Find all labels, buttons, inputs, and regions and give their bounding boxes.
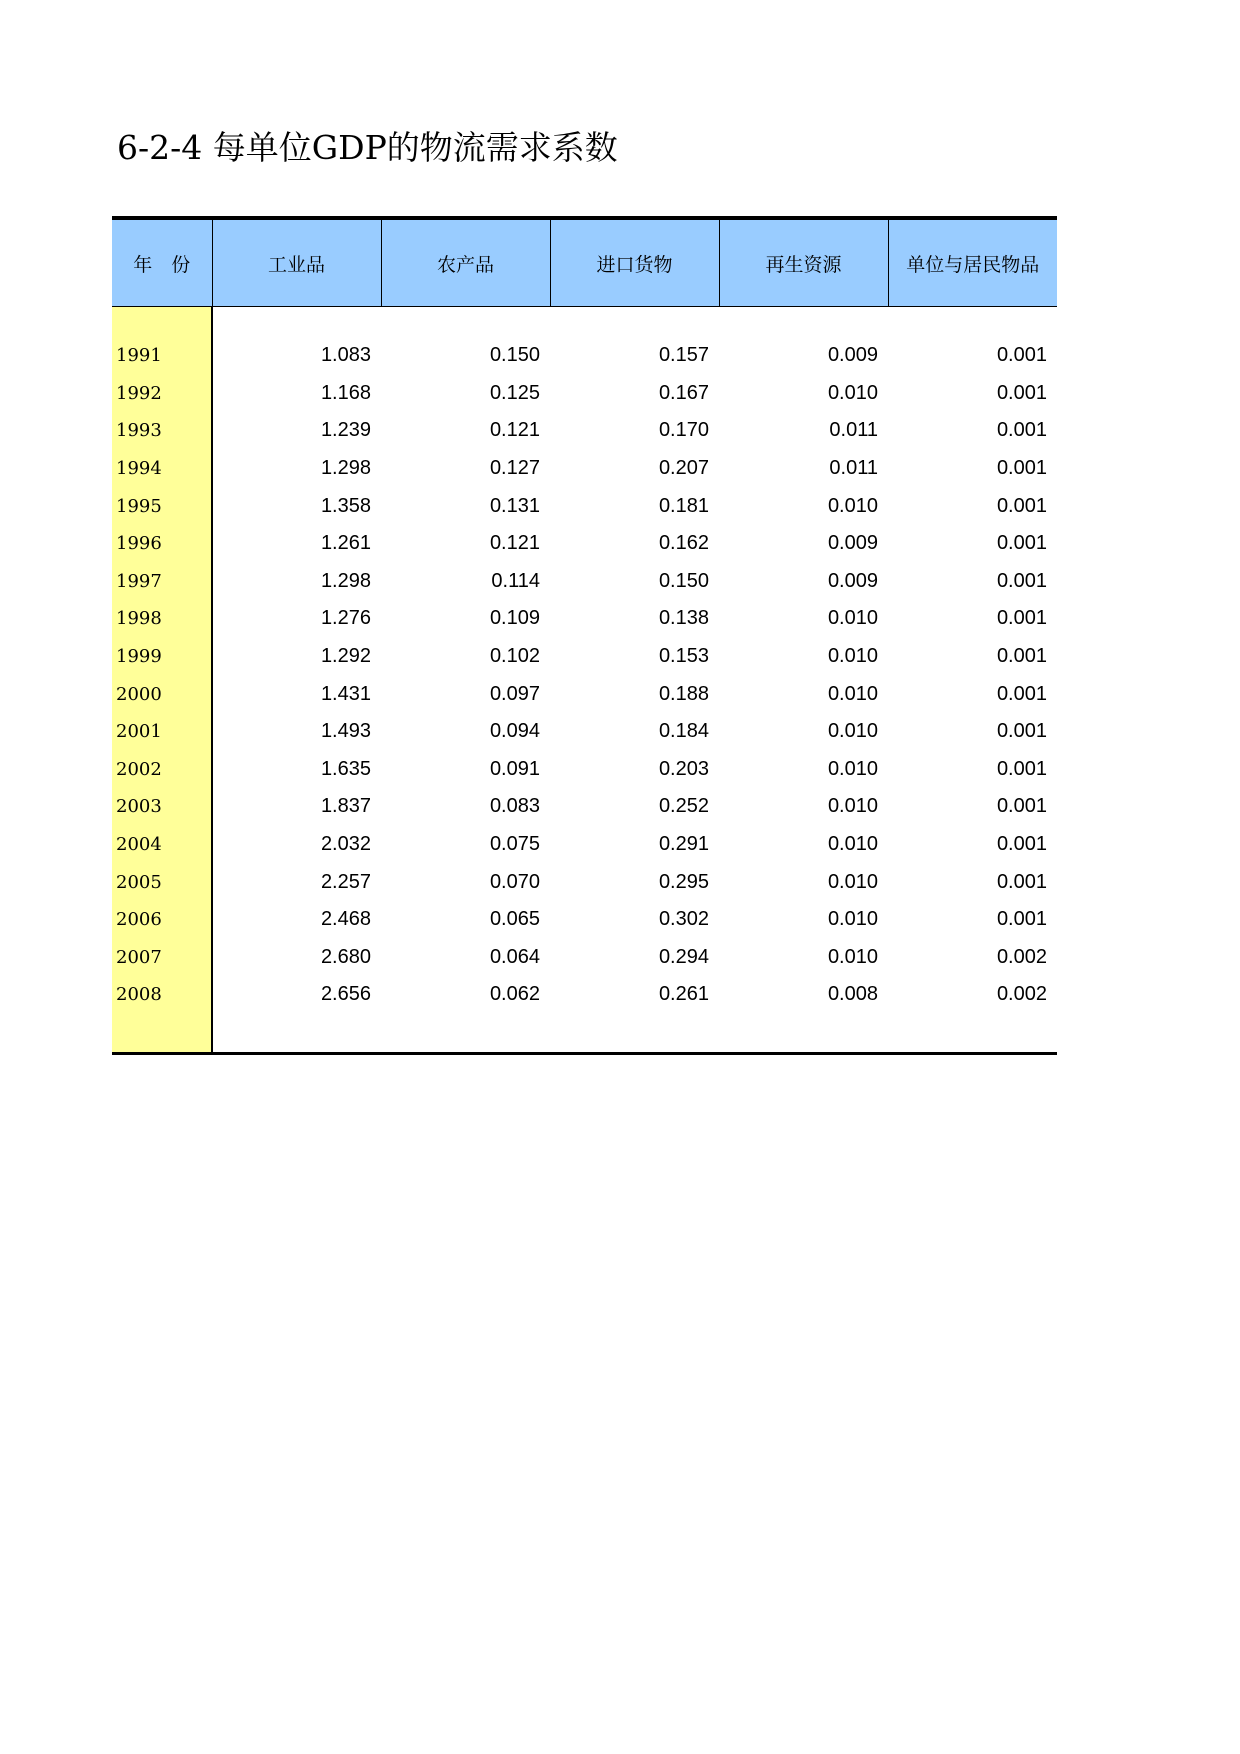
cell-unit-resident-goods: 0.001	[996, 532, 1047, 555]
cell-agricultural-products: 0.121	[489, 419, 540, 442]
header-renewable-resources: 再生资源	[719, 220, 888, 307]
cell-renewable-resources: 0.009	[827, 569, 878, 592]
cell-imported-goods: 0.162	[658, 532, 709, 555]
cell-year: 2008	[112, 976, 212, 1014]
cell-unit-resident-goods: 0.001	[996, 645, 1047, 668]
cell-renewable-resources: 0.011	[829, 419, 878, 442]
cell-unit-resident-goods: 0.001	[996, 833, 1047, 856]
cell-agricultural-products: 0.127	[489, 457, 540, 480]
cell-year: 2002	[112, 751, 212, 789]
table-spacer-top	[112, 307, 1057, 338]
table-body	[112, 307, 1057, 1054]
table-row	[112, 976, 1057, 1014]
cell-renewable-resources: 0.009	[827, 344, 878, 367]
table-header-row	[112, 220, 1057, 307]
cell-industrial-goods: 1.276	[320, 607, 371, 630]
cell-imported-goods: 0.170	[658, 419, 709, 442]
cell-year: 2003	[112, 788, 212, 826]
cell-industrial-goods: 2.656	[320, 983, 371, 1006]
data-table	[112, 216, 1057, 1055]
cell-renewable-resources: 0.010	[827, 908, 878, 931]
cell-unit-resident-goods: 0.001	[996, 494, 1047, 517]
cell-unit-resident-goods: 0.001	[996, 682, 1047, 705]
cell-agricultural-products: 0.083	[489, 795, 540, 818]
cell-year: 1992	[112, 375, 212, 413]
cell-imported-goods: 0.157	[658, 344, 709, 367]
table-spacer-bottom	[112, 1014, 1057, 1054]
cell-renewable-resources: 0.010	[827, 494, 878, 517]
cell-unit-resident-goods: 0.001	[996, 569, 1047, 592]
table-row	[112, 600, 1057, 638]
table-row	[112, 788, 1057, 826]
cell-unit-resident-goods: 0.001	[996, 419, 1047, 442]
cell-year: 2000	[112, 675, 212, 713]
cell-imported-goods: 0.207	[658, 457, 709, 480]
table-row	[112, 675, 1057, 713]
cell-industrial-goods: 1.635	[320, 757, 371, 780]
table-row	[112, 826, 1057, 864]
cell-year: 2001	[112, 713, 212, 751]
cell-renewable-resources: 0.010	[827, 870, 878, 893]
cell-imported-goods: 0.295	[658, 870, 709, 893]
header-year: 年 份	[112, 220, 212, 307]
cell-agricultural-products: 0.121	[489, 532, 540, 555]
cell-renewable-resources: 0.010	[827, 795, 878, 818]
cell-year: 1995	[112, 487, 212, 525]
cell-imported-goods: 0.203	[658, 757, 709, 780]
cell-year: 1999	[112, 638, 212, 676]
cell-year: 2006	[112, 901, 212, 939]
cell-agricultural-products: 0.125	[489, 381, 540, 404]
cell-imported-goods: 0.181	[658, 494, 709, 517]
cell-agricultural-products: 0.094	[489, 720, 540, 743]
cell-unit-resident-goods: 0.001	[996, 457, 1047, 480]
cell-imported-goods: 0.138	[658, 607, 709, 630]
cell-imported-goods: 0.153	[658, 645, 709, 668]
table-row	[112, 487, 1057, 525]
cell-unit-resident-goods: 0.001	[996, 870, 1047, 893]
cell-industrial-goods: 1.837	[320, 795, 371, 818]
cell-industrial-goods: 2.680	[320, 945, 371, 968]
data-table-container	[112, 216, 1056, 1055]
cell-agricultural-products: 0.091	[489, 757, 540, 780]
cell-year: 1994	[112, 450, 212, 488]
cell-year: 2005	[112, 863, 212, 901]
cell-year: 1991	[112, 337, 212, 375]
cell-agricultural-products: 0.102	[489, 645, 540, 668]
cell-industrial-goods: 1.298	[320, 457, 371, 480]
cell-industrial-goods: 1.083	[320, 344, 371, 367]
cell-imported-goods: 0.188	[658, 682, 709, 705]
cell-agricultural-products: 0.070	[489, 870, 540, 893]
table-row	[112, 713, 1057, 751]
cell-imported-goods: 0.252	[658, 795, 709, 818]
cell-agricultural-products: 0.064	[489, 945, 540, 968]
cell-year: 2004	[112, 826, 212, 864]
cell-imported-goods: 0.302	[658, 908, 709, 931]
cell-agricultural-products: 0.109	[489, 607, 540, 630]
cell-industrial-goods: 1.298	[320, 569, 371, 592]
cell-unit-resident-goods: 0.001	[996, 381, 1047, 404]
cell-industrial-goods: 2.032	[320, 833, 371, 856]
cell-agricultural-products: 0.062	[489, 983, 540, 1006]
cell-industrial-goods: 2.468	[320, 908, 371, 931]
cell-industrial-goods: 1.261	[320, 532, 371, 555]
cell-renewable-resources: 0.009	[827, 532, 878, 555]
cell-year: 1998	[112, 600, 212, 638]
cell-imported-goods: 0.184	[658, 720, 709, 743]
cell-agricultural-products: 0.150	[489, 344, 540, 367]
table-row	[112, 751, 1057, 789]
cell-year: 1993	[112, 412, 212, 450]
cell-imported-goods: 0.150	[658, 569, 709, 592]
cell-renewable-resources: 0.010	[827, 381, 878, 404]
cell-year: 2007	[112, 939, 212, 977]
table-row	[112, 863, 1057, 901]
cell-industrial-goods: 1.239	[320, 419, 371, 442]
cell-renewable-resources: 0.011	[829, 457, 878, 480]
cell-agricultural-products: 0.131	[489, 494, 540, 517]
cell-agricultural-products: 0.097	[489, 682, 540, 705]
cell-unit-resident-goods: 0.002	[996, 983, 1047, 1006]
table-row	[112, 525, 1057, 563]
table-row	[112, 412, 1057, 450]
cell-unit-resident-goods: 0.001	[996, 607, 1047, 630]
cell-agricultural-products: 0.065	[489, 908, 540, 931]
cell-renewable-resources: 0.008	[827, 983, 878, 1006]
cell-unit-resident-goods: 0.001	[996, 720, 1047, 743]
cell-renewable-resources: 0.010	[827, 757, 878, 780]
header-imported-goods: 进口货物	[550, 220, 719, 307]
table-row	[112, 638, 1057, 676]
cell-renewable-resources: 0.010	[827, 645, 878, 668]
cell-imported-goods: 0.261	[658, 983, 709, 1006]
table-row	[112, 939, 1057, 977]
table-row	[112, 901, 1057, 939]
cell-industrial-goods: 1.168	[320, 381, 371, 404]
cell-year: 1996	[112, 525, 212, 563]
cell-imported-goods: 0.291	[658, 833, 709, 856]
page-title: 6-2-4 每单位GDP的物流需求系数	[117, 128, 618, 167]
cell-unit-resident-goods: 0.001	[996, 757, 1047, 780]
cell-renewable-resources: 0.010	[827, 833, 878, 856]
cell-industrial-goods: 1.358	[320, 494, 371, 517]
header-unit-resident-goods: 单位与居民物品	[888, 220, 1057, 307]
cell-industrial-goods: 1.431	[320, 682, 371, 705]
cell-imported-goods: 0.294	[658, 945, 709, 968]
cell-industrial-goods: 1.292	[320, 645, 371, 668]
cell-agricultural-products: 0.075	[489, 833, 540, 856]
table-row	[112, 337, 1057, 375]
cell-industrial-goods: 2.257	[320, 870, 371, 893]
cell-renewable-resources: 0.010	[827, 945, 878, 968]
cell-agricultural-products: 0.114	[491, 569, 540, 592]
cell-unit-resident-goods: 0.001	[996, 908, 1047, 931]
cell-unit-resident-goods: 0.002	[996, 945, 1047, 968]
cell-renewable-resources: 0.010	[827, 682, 878, 705]
header-agricultural-products: 农产品	[381, 220, 550, 307]
cell-unit-resident-goods: 0.001	[996, 795, 1047, 818]
table-row	[112, 375, 1057, 413]
cell-imported-goods: 0.167	[658, 381, 709, 404]
table-row	[112, 450, 1057, 488]
cell-renewable-resources: 0.010	[827, 607, 878, 630]
table-row	[112, 563, 1057, 601]
cell-renewable-resources: 0.010	[827, 720, 878, 743]
cell-unit-resident-goods: 0.001	[996, 344, 1047, 367]
cell-industrial-goods: 1.493	[320, 720, 371, 743]
cell-year: 1997	[112, 563, 212, 601]
header-industrial-goods: 工业品	[212, 220, 381, 307]
